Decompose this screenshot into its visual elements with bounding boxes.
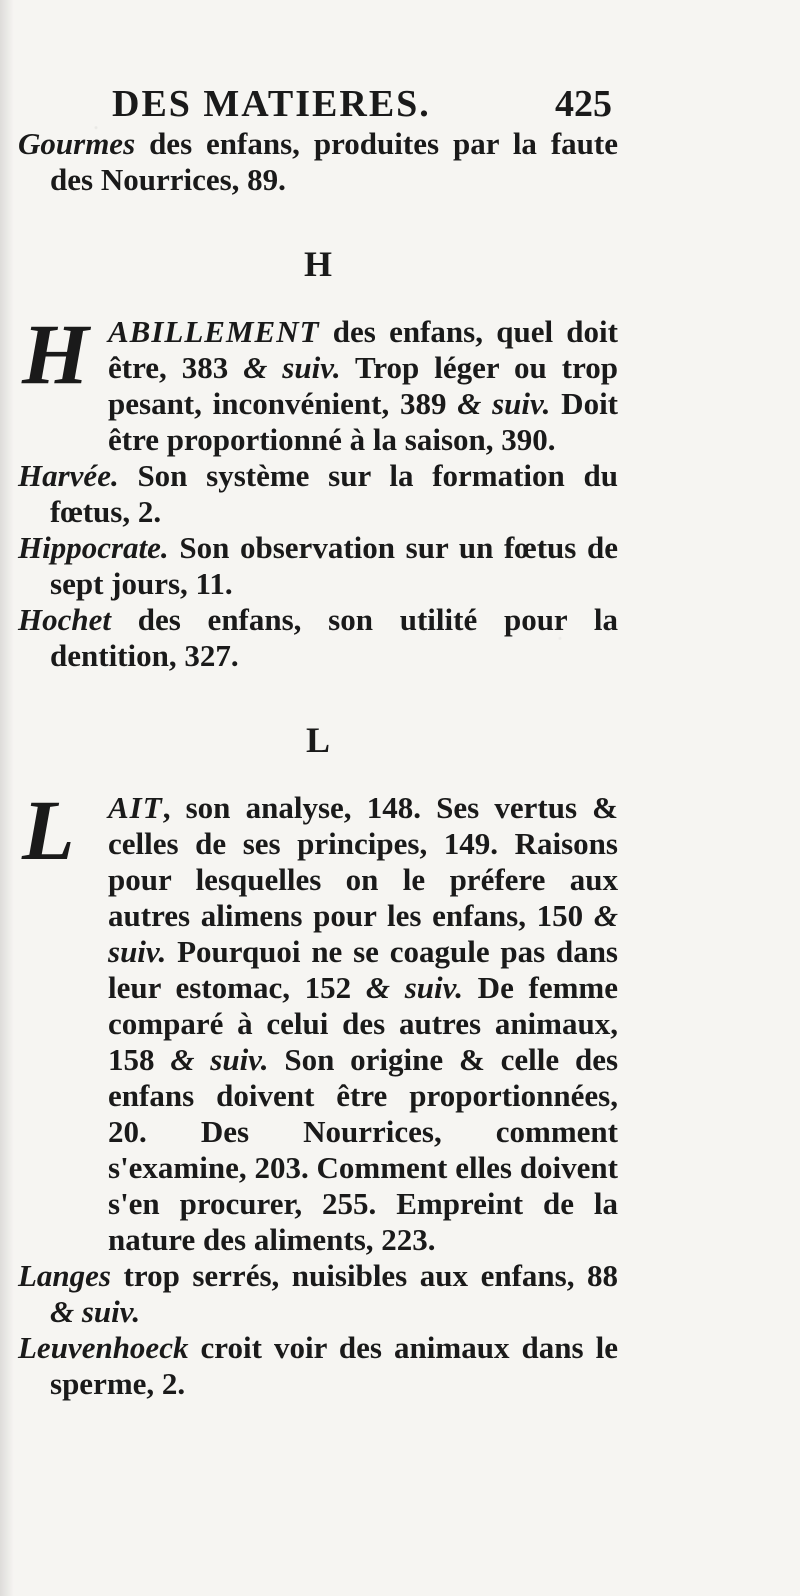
index-entry-hippocrate — [18, 530, 618, 602]
index-term: Hippocrate. — [18, 530, 169, 565]
index-text: Son observation sur un fœtus de sept jours, 11. — [50, 530, 618, 601]
index-text: des enfans, quel doit être, 383 — [108, 314, 618, 385]
index-text: De femme comparé à celui des autres animaux, 158 — [108, 970, 619, 1077]
index-term: Leuvenhoeck — [18, 1330, 189, 1365]
suiv-abbrev: & suiv. — [457, 386, 551, 421]
index-text: des enfans, produites par la faute des Nourrices, 89. — [50, 126, 618, 197]
dropcap-entry-body — [50, 790, 618, 1258]
index-text: , son analyse, 148. Ses vertus & celles de ses principes, 149. Raisons pour lesquelles on le préfere aux autres alimens pour les enfans, 150 — [108, 790, 618, 933]
page-header — [112, 82, 612, 130]
suiv-abbrev: & suiv. — [50, 1294, 141, 1329]
drop-cap-h: H — [22, 306, 89, 402]
section-letter-h: H — [303, 244, 332, 284]
suiv-abbrev: & suiv. — [108, 898, 618, 969]
index-term: Gourmes — [18, 126, 136, 161]
index-text: croit voir des animaux dans le sperme, 2. — [50, 1330, 618, 1401]
index-text: Son origine & celle des enfans doivent être proportionnées, 20. Des Nourrices, comment s'examine, 203. Comment elles doivent s'en procurer, 255. Empreint de la nature des aliments, 223. — [108, 1042, 619, 1257]
suiv-abbrev: & suiv. — [243, 350, 341, 385]
index-entry-gourmes — [18, 126, 618, 198]
index-term: Hochet — [18, 602, 111, 637]
index-term: Harvée. — [18, 458, 119, 493]
index-content — [18, 126, 618, 1402]
index-term: Langes — [18, 1258, 111, 1293]
index-text: trop serrés, nuisibles aux enfans, 88 — [111, 1258, 618, 1293]
index-text: des enfans, son utilité pour la dentition, 327. — [50, 602, 618, 673]
running-head: DES MATIERES. — [112, 83, 431, 125]
page-edge-shadow — [0, 0, 14, 1596]
index-text: Doit être proportionné à la saison, 390. — [108, 386, 619, 457]
index-entry-habillement — [18, 306, 619, 458]
section-letter-l: L — [305, 720, 330, 760]
index-entry-lait — [18, 782, 619, 1258]
dropcap-entry-body — [50, 314, 618, 458]
index-entry-harvee — [18, 458, 618, 530]
index-text: Pourquoi ne se coagule pas dans leur estomac, 152 — [108, 934, 618, 1005]
index-entry-langes — [18, 1258, 618, 1330]
suiv-abbrev: & suiv. — [170, 1042, 269, 1077]
suiv-abbrev: & suiv. — [365, 970, 463, 1005]
index-term: ABILLEMENT — [108, 314, 320, 349]
page-number: 425 — [555, 83, 612, 125]
index-text: Trop léger ou trop pesant, inconvénient, 389 — [108, 350, 619, 421]
index-entry-leuvenhoeck — [18, 1330, 618, 1402]
drop-cap-l: L — [22, 782, 75, 878]
index-text: Son système sur la formation du fœtus, 2. — [50, 458, 618, 529]
index-entry-hochet — [18, 602, 618, 674]
index-term: AIT — [108, 790, 163, 825]
